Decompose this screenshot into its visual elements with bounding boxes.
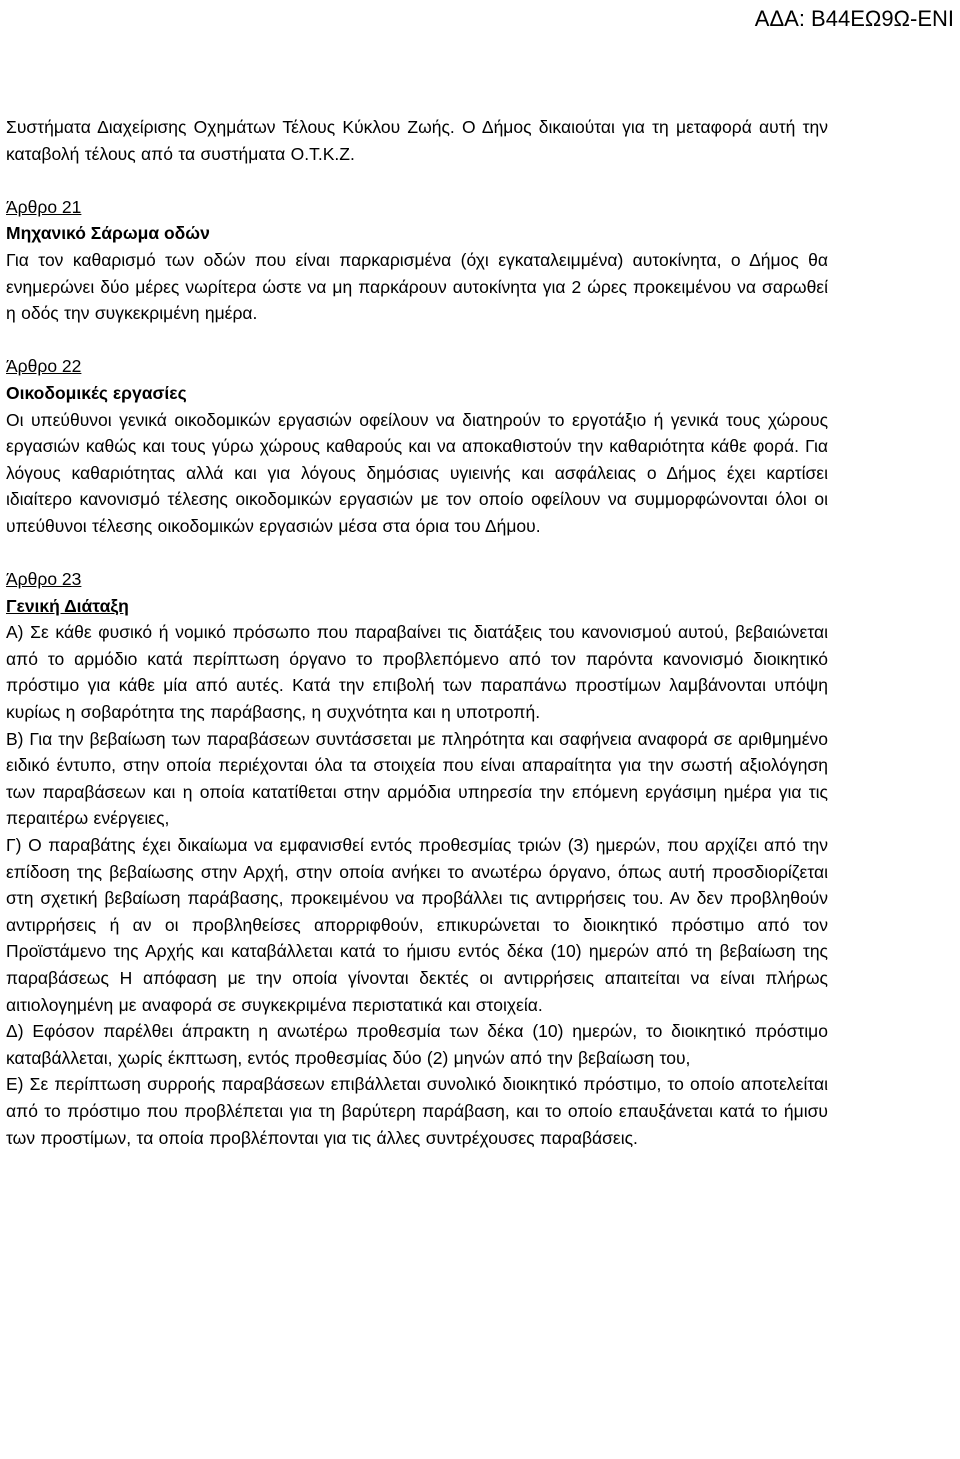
article-number: Άρθρο 22 <box>6 356 82 377</box>
article-number: Άρθρο 21 <box>6 196 82 217</box>
ada-header: ΑΔΑ: Β44ΕΩ9Ω-ΕΝΙ <box>754 6 954 31</box>
article-paragraph-c: Γ) Ο παραβάτης έχει δικαίωμα να εμφανισθεί εντός προθεσμίας τριών (3) ημερών, που αρχίζει από την επίδοση της βεβαίωσης στην Αρχή, στην οποία ανήκει το ανωτέρω όργανο, όπως αυτή προσδιορίζεται στη σχετική βεβαίωση παράβασης, προκειμένου να προβάλλει τις αντιρρήσεις του. Αν δεν προβληθούν αντιρρήσεις ή αν οι προβληθείσες απορριφθούν, επικυρώνεται το διοικητικό πρόστιμο από τον Προϊστάμενο της Αρχής και καταβάλλεται κατά το ήμισυ εντός δέκα (10) ημερών από τη βεβαίωση της παραβάσεως Η απόφαση με την οποία γίνονται δεκτές οι αντιρρήσεις απαιτείται να είναι πλήρως αιτιολογημένη με αναφορά σε συγκεκριμένα περιστατικά και στοιχεία. <box>6 835 828 1015</box>
article-paragraph-d: Δ) Εφόσον παρέλθει άπρακτη η ανωτέρω προθεσμία των δέκα (10) ημερών, το διοικητικό πρόστιμο καταβάλλεται, χωρίς έκπτωση, εντός προθεσμίας δύο (2) μηνών από την βεβαίωση του, <box>6 1021 828 1068</box>
article-paragraph: Για τον καθαρισμό των οδών που είναι παρκαρισμένα (όχι εγκαταλειμμένα) αυτοκίνητα, ο Δήμος θα ενημερώνει δύο μέρες νωρίτερα ώστε να μη παρκάρουν αυτοκίνητα για 2 ώρες προκειμένου να σαρωθεί η οδός την συγκεκριμένη ημέρα. <box>6 249 828 324</box>
article-number: Άρθρο 23 <box>6 569 82 590</box>
document-body <box>6 114 828 1151</box>
article-22 <box>6 353 828 539</box>
article-title: Οικοδομικές εργασίες <box>6 382 187 403</box>
article-paragraph-b: Β) Για την βεβαίωση των παραβάσεων συντάσσεται με πληρότητα και σαφήνεια αναφορά σε αριθμημένο ειδικό έντυπο, στην οποία περιέχονται όλα τα στοιχεία που είναι απαραίτητα για την σωστή αξιολόγηση των παραβάσεων και η οποία κατατίθεται στην αρμόδια υπηρεσία την επόμενη εργάσιμη ημέρα για τις περαιτέρω ενέργειες, <box>6 728 828 829</box>
article-paragraph-a: Α) Σε κάθε φυσικό ή νομικό πρόσωπο που παραβαίνει τις διατάξεις του κανονισμού αυτού, βεβαιώνεται από το αρμόδιο κατά περίπτωση όργανο το προβλεπόμενο από τον παρόντα κανονισμό διοικητικό πρόστιμο για κάθε μία από αυτές. Κατά την επιβολή των παραπάνω προστίμων λαμβάνονται υπόψη κυρίως η σοβαρότητα της παράβασης, η συχνότητα και η υποτροπή. <box>6 622 828 723</box>
article-paragraph: Οι υπεύθυνοι γενικά οικοδομικών εργασιών οφείλουν να διατηρούν το εργοτάξιο ή γενικά τους χώρους εργασιών καθώς και τους γύρω χώρους καθαρούς και να αποκαθιστούν την καθαριότητα κάθε φορά. Για λόγους καθαριότητας αλλά και για λόγους δημόσιας υγιεινής και ασφάλειας ο Δήμος έχει καρτίσει ιδιαίτερο κανονισμό τέλεσης οικοδομικών εργασιών με τον οποίο οφείλουν να συμμορφώνονται όλοι οι υπεύθυνοι τέλεσης οικοδομικών εργασιών μέσα στα όρια του Δήμου. <box>6 409 828 536</box>
article-21 <box>6 194 828 327</box>
intro-paragraph: Συστήματα Διαχείρισης Οχημάτων Τέλους Κύκλου Ζωής. Ο Δήμος δικαιούται για τη μεταφορά αυτή την καταβολή τέλους από τα συστήματα Ο.Τ.Κ.Ζ. <box>6 117 828 164</box>
article-23 <box>6 566 828 1151</box>
spacer <box>6 540 828 567</box>
article-title: Γενική Διάταξη <box>6 595 129 616</box>
spacer <box>6 327 828 354</box>
article-paragraph-e: Ε) Σε περίπτωση συρροής παραβάσεων επιβάλλεται συνολικό διοικητικό πρόστιμο, το οποίο αποτελείται από το πρόστιμο που προβλέπεται για τη βαρύτερη παράβαση, και το οποίο επαυξάνεται κατά το ήμισυ των προστίμων, τα οποία προβλέπονται για τις άλλες συντρέχουσες παραβάσεις. <box>6 1074 828 1148</box>
spacer <box>6 167 828 194</box>
article-title: Μηχανικό Σάρωμα οδών <box>6 223 210 244</box>
